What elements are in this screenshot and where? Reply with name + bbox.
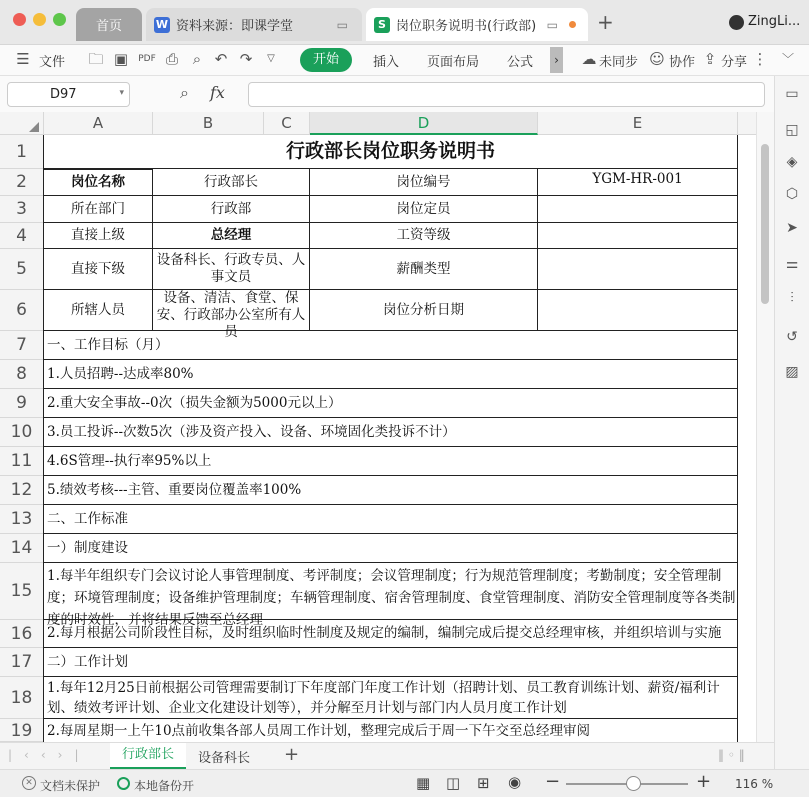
- table-cell[interactable]: 岗位编号: [310, 169, 538, 196]
- print-icon[interactable]: ⎙: [165, 50, 178, 68]
- status-bar: [0, 769, 809, 797]
- monitor-icon: ▭: [336, 17, 348, 32]
- table-cell[interactable]: 岗位名称: [44, 169, 153, 196]
- share-button[interactable]: 分享: [721, 55, 748, 70]
- minimize-window-button[interactable]: [33, 13, 46, 26]
- more-options-icon[interactable]: ⋮: [752, 50, 768, 68]
- row-header[interactable]: 14: [0, 534, 44, 563]
- table-cell[interactable]: 3.员工投诉--次数5次（涉及资产投入、设备、环境固化类投诉不计）: [44, 418, 738, 447]
- zoom-slider-knob[interactable]: [626, 776, 641, 791]
- file-menu[interactable]: 文件: [39, 55, 66, 70]
- zoom-in-button[interactable]: +: [696, 771, 712, 792]
- subsection-heading[interactable]: 二）工作计划: [44, 648, 738, 677]
- tab-source-label: 资料来源：即课学堂: [176, 19, 294, 34]
- table-cell[interactable]: 行政部: [153, 196, 310, 223]
- unsaved-dot-icon: [569, 21, 576, 28]
- tab-page-layout[interactable]: 页面布局: [427, 55, 480, 70]
- tab-home-label: 首页: [95, 19, 122, 34]
- zoom-search-icon[interactable]: ⌕: [180, 83, 189, 102]
- maximize-window-button[interactable]: [53, 13, 66, 26]
- add-sheet-button[interactable]: +: [284, 744, 300, 765]
- row-header[interactable]: 13: [0, 505, 44, 534]
- spreadsheet-grid: [0, 112, 756, 742]
- row-header[interactable]: 16: [0, 620, 44, 648]
- row-header[interactable]: 19: [0, 719, 44, 742]
- sheet-doc-icon: S: [374, 17, 390, 33]
- table-cell[interactable]: 4.6S管理--执行率95%以上: [44, 447, 738, 476]
- history-icon[interactable]: ↺: [786, 329, 798, 345]
- backup-icon: [117, 777, 130, 790]
- tab-document-label: 岗位职务说明书(行政部): [396, 19, 537, 34]
- main-toolbar: [0, 45, 809, 76]
- monitor-icon: ▭: [546, 17, 558, 32]
- select-all-corner[interactable]: [0, 112, 44, 135]
- table-cell[interactable]: 岗位分析日期: [310, 290, 538, 331]
- table-cell[interactable]: 设备科长、行政专员、人事文员: [153, 249, 310, 290]
- share-icon: ⇪: [703, 50, 717, 68]
- row-header[interactable]: 8: [0, 360, 44, 389]
- save-icon[interactable]: ▣: [113, 50, 129, 68]
- more-tabs-button[interactable]: ›: [550, 47, 563, 73]
- table-cell[interactable]: 2.重大安全事故--0次（损失金额为5000元以上）: [44, 389, 738, 418]
- chevron-down-icon[interactable]: ﹀: [781, 52, 794, 66]
- user-name[interactable]: ZingLi...: [748, 14, 801, 29]
- close-window-button[interactable]: [13, 13, 26, 26]
- table-cell[interactable]: 直接上级: [44, 223, 153, 249]
- split-view-icon[interactable]: ⊞: [477, 774, 490, 792]
- right-side-panel: [774, 76, 809, 769]
- table-cell[interactable]: YGM-HR-001: [538, 169, 738, 196]
- panel-toggle-icon[interactable]: ▭: [785, 86, 799, 102]
- sheet-tab-bar: [0, 742, 774, 769]
- menu-icon[interactable]: ☰: [16, 50, 30, 68]
- table-cell[interactable]: 行政部长: [153, 169, 310, 196]
- row-header[interactable]: 10: [0, 418, 44, 447]
- backup-status[interactable]: 本地备份开: [134, 779, 195, 793]
- tab-insert[interactable]: 插入: [373, 55, 400, 70]
- chevron-down-icon: ▾: [119, 88, 124, 98]
- sheet-tab[interactable]: 设备科长: [198, 751, 251, 766]
- column-header-a[interactable]: A: [44, 112, 153, 135]
- table-cell[interactable]: 薪酬类型: [310, 249, 538, 290]
- image-icon[interactable]: ▨: [785, 364, 799, 380]
- formula-bar: [0, 76, 774, 113]
- function-icon[interactable]: fx: [210, 83, 225, 102]
- sync-status[interactable]: 未同步: [599, 55, 639, 70]
- open-folder-icon[interactable]: 🗀: [88, 50, 104, 68]
- sheet-navigation[interactable]: |‹‹›|: [8, 748, 91, 762]
- row-header[interactable]: 5: [0, 249, 44, 290]
- table-cell[interactable]: [538, 249, 738, 290]
- title-bar: [0, 0, 809, 45]
- page-view-icon[interactable]: ◫: [446, 774, 461, 792]
- table-cell[interactable]: 所辖人员: [44, 290, 153, 331]
- shapes-icon[interactable]: ◱: [785, 122, 799, 138]
- column-header-d[interactable]: D: [310, 112, 538, 135]
- word-doc-icon: W: [155, 18, 169, 31]
- horizontal-scroll-handle[interactable]: ‖ ◦ ‖: [718, 748, 745, 762]
- table-cell[interactable]: 所在部门: [44, 196, 153, 223]
- document-title[interactable]: 行政部长岗位职务说明书: [44, 135, 738, 169]
- name-box[interactable]: [7, 82, 130, 107]
- row-header[interactable]: 9: [0, 389, 44, 418]
- tab-start[interactable]: 开始: [300, 48, 352, 72]
- row-header[interactable]: 3: [0, 196, 44, 223]
- table-cell[interactable]: 1.每半年组织专门会议讨论人事管理制度、考评制度；会议管理制度；行为规范管理制度；考勤制度；安全管理制度；环境管理制度；设备维护管理制度；车辆管理制度、宿舍管理制度、食堂管理制度、消防安全管理制度等各类制度的时效性，并将结果反馈至总经理: [44, 563, 738, 620]
- undo-icon[interactable]: ↶: [214, 50, 228, 68]
- vertical-scrollbar[interactable]: [756, 112, 774, 742]
- zoom-out-button[interactable]: −: [545, 771, 561, 792]
- section-heading[interactable]: 一、工作目标（月）: [44, 331, 738, 360]
- preview-icon[interactable]: ⌕: [192, 50, 202, 68]
- row-header[interactable]: 6: [0, 290, 44, 331]
- cloud-sync-icon: ☁: [581, 50, 597, 68]
- table-cell[interactable]: [538, 223, 738, 249]
- avatar[interactable]: [729, 15, 744, 30]
- collab-icon: ☺: [649, 50, 665, 68]
- table-cell[interactable]: 1.人员招聘--达成率80%: [44, 360, 738, 389]
- table-cell[interactable]: 岗位定员: [310, 196, 538, 223]
- table-cell[interactable]: [538, 196, 738, 223]
- column-header-blank[interactable]: [738, 112, 756, 135]
- section-heading[interactable]: 二、工作标准: [44, 505, 738, 534]
- hexagon-icon[interactable]: ⬡: [785, 186, 799, 202]
- table-cell[interactable]: 1.每年12月25日前根据公司管理需要制订下年度部门年度工作计划（招聘计划、员工教育训练计划、薪资/福利计划、绩效考评计划、企业文化建设计划等），并分解至月计划与部门内人员月度工作计划: [44, 677, 738, 719]
- tab-formula[interactable]: 公式: [507, 55, 534, 70]
- table-cell[interactable]: 2.每月根据公司阶段性目标，及时组织临时性制度及规定的编制，编制完成后提交总经理审核，并组织培训与实施: [44, 620, 738, 648]
- row-header[interactable]: 11: [0, 447, 44, 476]
- tab-document[interactable]: [366, 8, 588, 41]
- column-header-b[interactable]: B: [153, 112, 264, 135]
- normal-view-icon[interactable]: ▦: [416, 774, 431, 792]
- row-header[interactable]: 18: [0, 677, 44, 719]
- row-header[interactable]: 17: [0, 648, 44, 677]
- row-header[interactable]: 2: [0, 169, 44, 196]
- row-header[interactable]: 12: [0, 476, 44, 505]
- table-cell[interactable]: 直接下级: [44, 249, 153, 290]
- paint-bucket-icon[interactable]: ◈: [786, 154, 798, 170]
- table-cell[interactable]: 设备、清洁、食堂、保安、行政部办公室所有人员: [153, 290, 310, 331]
- table-cell[interactable]: 2.每周星期一上午10点前收集各部人员周工作计划，整理完成后于周一下午交至总经理审阅: [44, 719, 738, 749]
- sliders-icon[interactable]: ⚌: [785, 256, 799, 272]
- collab-button[interactable]: 协作: [669, 55, 696, 70]
- zoom-level[interactable]: 116 %: [735, 777, 774, 791]
- column-header-e[interactable]: E: [538, 112, 738, 135]
- chevron-down-icon[interactable]: ▽: [267, 53, 275, 64]
- row-header[interactable]: 7: [0, 331, 44, 360]
- redo-icon[interactable]: ↷: [239, 50, 253, 68]
- eye-protection-icon[interactable]: ◉: [508, 773, 522, 791]
- table-cell[interactable]: [538, 290, 738, 331]
- tab-home[interactable]: [76, 8, 142, 41]
- unprotected-icon: ✕: [22, 776, 36, 790]
- tab-source[interactable]: [146, 8, 362, 41]
- table-cell[interactable]: 总经理: [153, 223, 310, 249]
- row-header[interactable]: 4: [0, 223, 44, 249]
- subsection-heading[interactable]: 一）制度建设: [44, 534, 738, 563]
- cursor-icon[interactable]: ➤: [786, 220, 798, 236]
- row-header[interactable]: 1: [0, 135, 44, 169]
- column-header-c[interactable]: C: [264, 112, 310, 135]
- formula-input[interactable]: [248, 82, 765, 107]
- corner-triangle-icon: [29, 122, 39, 132]
- filter-icon[interactable]: ⫶: [790, 290, 794, 306]
- scrollbar-thumb[interactable]: [761, 144, 769, 304]
- sheet-tab-active[interactable]: 行政部长: [110, 743, 186, 769]
- row-header[interactable]: 15: [0, 563, 44, 620]
- cell-reference: D97: [50, 87, 77, 102]
- table-cell[interactable]: 工资等级: [310, 223, 538, 249]
- protect-status[interactable]: 文档未保护: [40, 779, 101, 793]
- pdf-icon[interactable]: PDF: [138, 54, 156, 64]
- new-tab-button[interactable]: +: [597, 10, 614, 34]
- table-cell[interactable]: 5.绩效考核---主管、重要岗位覆盖率100%: [44, 476, 738, 505]
